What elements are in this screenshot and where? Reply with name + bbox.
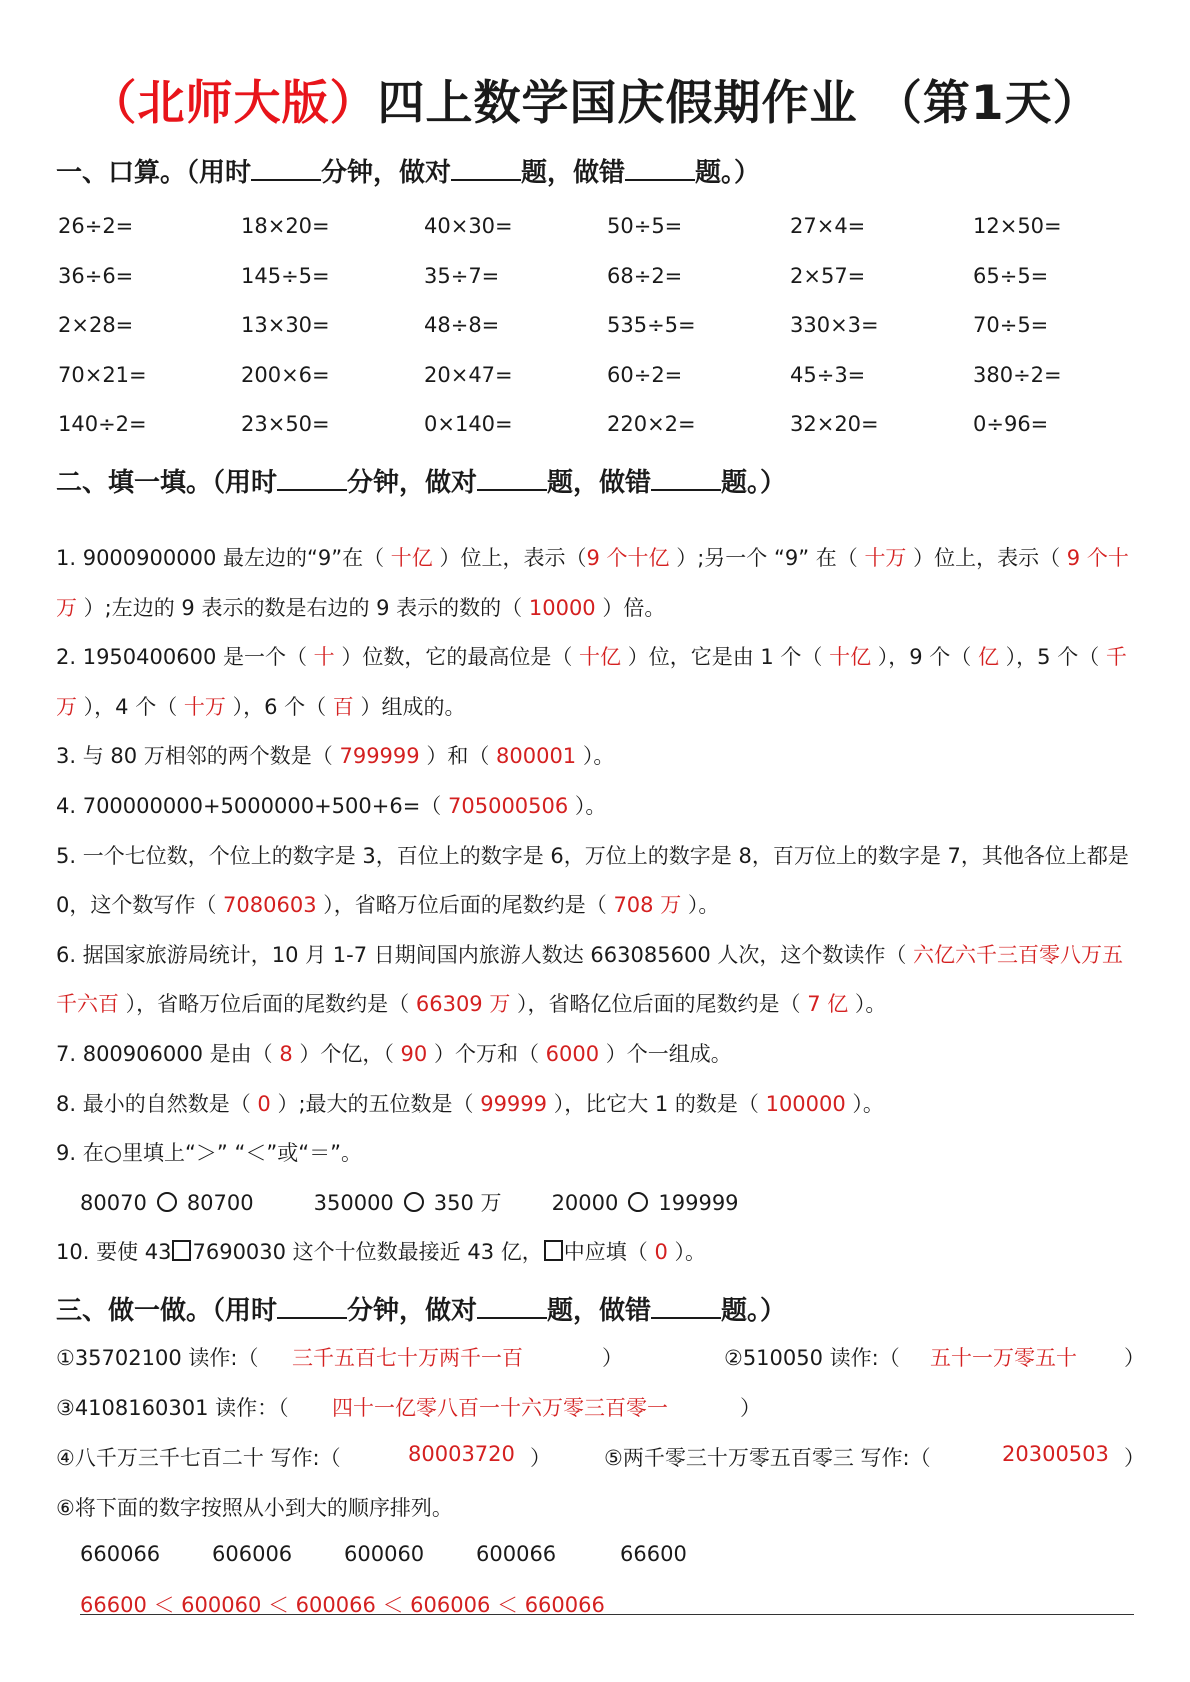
answer: 十亿 — [579, 645, 622, 670]
answer: 799999 — [339, 744, 420, 769]
problem: 68÷2= — [607, 263, 683, 288]
problem: 40×30= — [424, 214, 513, 238]
answer: 百 — [332, 694, 354, 719]
title-edition: （北师大版） — [89, 76, 378, 131]
problem: 535÷5= — [607, 313, 696, 337]
problem: 13×30= — [241, 313, 330, 337]
answer: 66309 万 — [415, 992, 511, 1017]
problem: 26÷2= — [58, 214, 134, 238]
p3-q2: ②510050 读作:（ — [724, 1346, 900, 1370]
question-4: 4. 700000000+5000000+500+6=（ 705000506 ）。 — [56, 793, 607, 818]
p3-q1: ①35702100 读作:（ — [56, 1346, 259, 1370]
answer: 9 个十亿 — [586, 546, 670, 570]
problem: 27×4= — [790, 214, 866, 238]
wrong-blank[interactable] — [625, 157, 695, 181]
answer: 9 个十万 — [56, 546, 1129, 620]
answer: 800001 — [496, 744, 577, 769]
answer: 十亿 — [390, 546, 433, 570]
section-1-heading: 一、口算。（用时 分钟，做对 题，做错 题。） — [56, 158, 761, 188]
answer: 十 — [313, 645, 335, 670]
question-2: 2. 1950400600 是一个（ 十 ）位数，它的最高位是（ 十亿 ）位，它是由 1 个（ 十亿 ），9 个（ 亿 ），5 个（ 千万 ），4 个（ 十万 ），6 个（ 百 ）组成的。 — [56, 645, 1127, 719]
answer: 五十一万零五十 — [930, 1346, 1077, 1370]
section-3-heading: 三、做一做。（用时 分钟，做对 题，做错 题。） — [56, 1296, 787, 1326]
number-item: 600060 — [344, 1542, 425, 1566]
answer: 十亿 — [829, 645, 872, 670]
p3-q6: ⑥将下面的数字按照从小到大的顺序排列。 — [56, 1496, 453, 1520]
problem: 0×140= — [424, 412, 513, 436]
digit-box[interactable] — [172, 1240, 191, 1261]
worksheet-page: （北师大版）四上数学国庆假期作业 （第1天） 一、口算。（用时 分钟，做对 题，做错 题。） 26÷2= 18×20= 40×30= 50÷5= 27×4= 12×50= 36÷6= 145÷5= 35÷7= 68÷2= 2×57= 65÷5= 2×28= 13×30= 48÷8= 535÷5= 330×3= 70÷5= 70×21= 200×6= 20×47= 60÷2= 45÷3= 380÷2= 140÷2= 23×50= 0×140= 220×2= 32×20= 0÷96= 二、填一填。（用时 分钟，做对 题，做错 题。） 1. 9000900000 最左边的“9”在（ 十亿 ）位上，表示（9 个十亿 ）;另一个 “9” 在（ 十万 ）位上，表示（ 9 个十万 ）;左边的 9 表示的数是右边的 9 表示的数的（ 10000 ）倍。 2. 1950400600 是一个（ 十 ）位数，它的最高位是（ 十亿 ）位，它是由 1 个（ 十亿 ），9 个（ 亿 ），5 个（ 千万 ），4 个（ 十万 ），6 个（ 百 ）组成的。 3. 与 80 万相邻的两个数是（ 799999 ）和（ 800001 ）。 4. 700000000+5000000+500+6=（ 705000506 ）。 5. 一个七位数，个位上的数字是 3，百位上的数字是 6，万位上的数字是 8，百万位上的数字是 7，其他各位上都是 0，这个数写作（ 7080603 ），省略万位后面的尾数约是（ 708 万 ）。 6. 据国家旅游局统计，10 月 1-7 日期间国内旅游人数达 663085600 人次，这个数读作（ 六亿六千三百零八万五千六百 ），省略万位后面的尾数约是（ 66309 万 ），省略亿位后面的尾数约是（ 7 亿 ）。 7. 800906000 是由（ 8 ）个亿，（ 90 ）个万和（ 6000 ）个一组成。 8. 最小的自然数是（ 0 ）;最大的五位数是（ 99999 ），比它大 1 的数是（ 100000 ）。 9. 在○里填上“＞” “＜”或“＝”。 80070 80700 350000 350 万 20000 199999 10. 要使 43 7690030 这个十位数最接近 43 亿， 中应填（ 0 ）。 三、做一做。（用时 分钟，做对 题，做错 题。） ①35702100 读作:（ 三千五百七十万两千一百 ） ②510050 读作:（ 五十一万零五十 ） ③4108160301 读作：（ 四十一亿零八百一十六万零三百零一 ） ④八千万三千七百二十 写作:（ 80003720 ） ⑤两千零三十万零五百零三 写作:（ 20300503 ） ⑥将下面的数字按照从小到大的顺序排列。 660066 606006 600060 600066 66600 66600 ＜ 600060 ＜ 600066 ＜ 606006 ＜ 660066 — [0, 0, 1190, 1682]
problem: 220×2= — [607, 412, 696, 436]
problem: 23×50= — [241, 412, 330, 436]
answer: 20300503 — [1002, 1442, 1109, 1466]
answer: 十万 — [864, 546, 907, 570]
compare-circle[interactable] — [157, 1192, 177, 1212]
correct-blank[interactable] — [477, 467, 547, 491]
problem: 50÷5= — [607, 214, 683, 238]
problem: 2×57= — [790, 263, 866, 288]
answer: 8 — [279, 1041, 293, 1066]
problem: 200×6= — [241, 362, 330, 387]
problem: 145÷5= — [241, 263, 330, 288]
compare-circle[interactable] — [628, 1192, 648, 1212]
number-item: 600066 — [476, 1542, 557, 1566]
answer: 6000 — [545, 1041, 600, 1066]
number-item: 606006 — [212, 1542, 293, 1566]
problem: 330×3= — [790, 313, 879, 337]
number-item: 66600 — [620, 1542, 687, 1566]
time-blank[interactable] — [277, 467, 347, 491]
p3-q5: ⑤两千零三十万零五百零三 写作:（ — [604, 1446, 931, 1470]
answer: 80003720 — [408, 1442, 515, 1466]
question-6: 6. 据国家旅游局统计，10 月 1-7 日期间国内旅游人数达 663085600 人次，这个数读作（ 六亿六千三百零八万五千六百 ），省略万位后面的尾数约是（ 66309 万 ），省略亿位后面的尾数约是（ 7 亿 ）。 — [56, 942, 1124, 1017]
problem: 60÷2= — [607, 362, 683, 387]
question-8: 8. 最小的自然数是（ 0 ）;最大的五位数是（ 99999 ），比它大 1 的数是（ 100000 ）。 — [56, 1091, 884, 1116]
problem: 32×20= — [790, 412, 879, 436]
answer: 千万 — [56, 645, 1127, 719]
section-2-heading: 二、填一填。（用时 分钟，做对 题，做错 题。） — [56, 468, 787, 498]
answer: 四十一亿零八百一十六万零三百零一 — [332, 1396, 668, 1420]
title-main: 四上数学国庆假期作业 （第1天） — [377, 76, 1101, 131]
problem: 0÷96= — [973, 412, 1049, 436]
question-10: 10. 要使 43 7690030 这个十位数最接近 43 亿， 中应填（ 0 ）。 — [56, 1240, 707, 1265]
answer: 99999 — [480, 1091, 548, 1116]
problem: 36÷6= — [58, 263, 134, 288]
problem: 35÷7= — [424, 263, 500, 288]
answer: 100000 — [765, 1091, 846, 1116]
problem: 18×20= — [241, 214, 330, 238]
answer: 7 亿 — [807, 992, 849, 1017]
problem: 70÷5= — [973, 313, 1049, 337]
question-1: 1. 9000900000 最左边的“9”在（ 十亿 ）位上，表示（9 个十亿 ）;另一个 “9” 在（ 十万 ）位上，表示（ 9 个十万 ）;左边的 9 表示的数是右边的 9 表示的数的（ 10000 ）倍。 — [56, 546, 1129, 620]
problem: 48÷8= — [424, 313, 500, 337]
problem: 2×28= — [58, 313, 134, 337]
problem: 380÷2= — [973, 362, 1062, 387]
question-5: 5. 一个七位数，个位上的数字是 3，百位上的数字是 6，万位上的数字是 8，百万位上的数字是 7，其他各位上都是 0，这个数写作（ 7080603 ），省略万位后面的尾数约是（ 708 万 ）。 — [56, 843, 1129, 918]
answer: 亿 — [977, 645, 999, 670]
number-item: 660066 — [80, 1542, 161, 1566]
answer: 705000506 — [448, 793, 569, 818]
fill-in-questions — [56, 534, 1136, 1278]
answer: 10000 — [528, 595, 596, 620]
answer: 六亿六千三百零八万五千六百 — [56, 942, 1124, 1017]
correct-blank[interactable] — [451, 157, 521, 181]
comparison-row: 80070 80700 350000 350 万 20000 199999 — [80, 1190, 739, 1215]
problem: 70×21= — [58, 362, 147, 387]
answer: 0 — [654, 1240, 668, 1265]
digit-box[interactable] — [544, 1240, 563, 1261]
problem: 12×50= — [973, 214, 1062, 238]
answer: 7080603 — [223, 893, 317, 918]
oral-arithmetic-grid — [58, 214, 1156, 462]
time-blank[interactable] — [277, 1295, 347, 1319]
question-3: 3. 与 80 万相邻的两个数是（ 799999 ）和（ 800001 ）。 — [56, 744, 615, 769]
problem: 65÷5= — [973, 263, 1049, 288]
problem: 20×47= — [424, 362, 513, 387]
compare-circle[interactable] — [404, 1192, 424, 1212]
answer: 十万 — [183, 694, 226, 719]
answer: 三千五百七十万两千一百 — [292, 1346, 523, 1370]
question-7: 7. 800906000 是由（ 8 ）个亿，（ 90 ）个万和（ 6000 ）个一组成。 — [56, 1041, 732, 1066]
wrong-blank[interactable] — [651, 467, 721, 491]
correct-blank[interactable] — [477, 1295, 547, 1319]
problem: 45÷3= — [790, 362, 866, 387]
answer: 90 — [400, 1041, 428, 1066]
wrong-blank[interactable] — [651, 1295, 721, 1319]
question-9: 9. 在○里填上“＞” “＜”或“＝”。 — [56, 1141, 362, 1166]
page-title — [0, 66, 1190, 133]
ordering-answer: 66600 ＜ 600060 ＜ 600066 ＜ 606006 ＜ 660066 — [80, 1593, 605, 1617]
p3-q3: ③4108160301 读作：（ — [56, 1396, 289, 1420]
answer: 0 — [257, 1091, 271, 1116]
p3-q4: ④八千万三千七百二十 写作:（ — [56, 1446, 341, 1470]
time-blank[interactable] — [251, 157, 321, 181]
answer: 708 万 — [613, 893, 682, 918]
answer-line — [80, 1614, 1134, 1615]
problem: 140÷2= — [58, 412, 147, 436]
